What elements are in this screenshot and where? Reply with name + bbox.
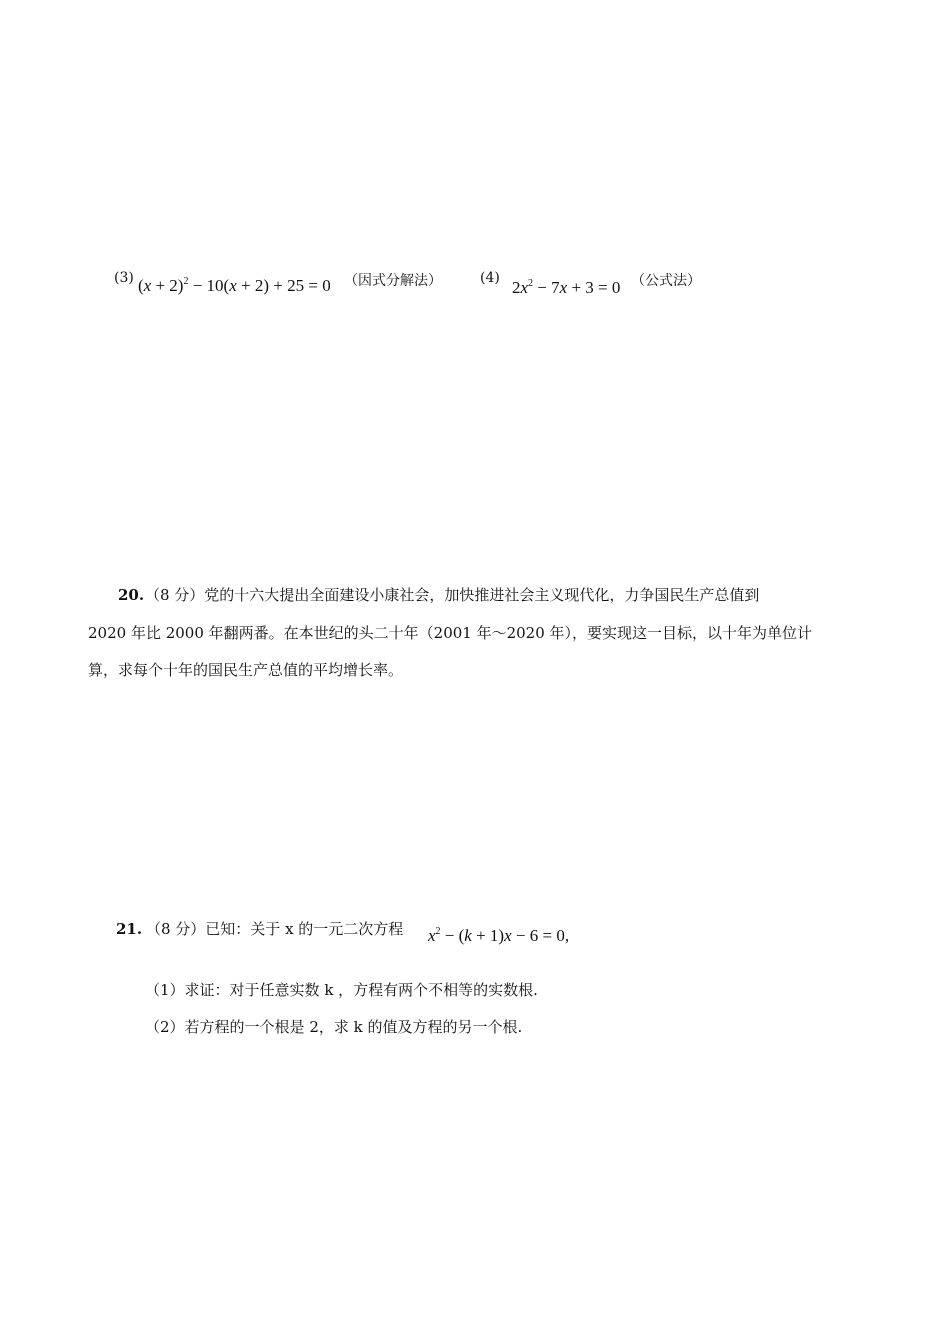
item-3-method: （因式分解法）	[344, 273, 442, 289]
question-20-line-2: 2020 年比 2000 年翻两番。在本世纪的头二十年（2001 年～2020 年），要实现这一目标，以十年为单位计	[88, 624, 813, 642]
item-3-number: (3)	[114, 270, 134, 286]
item-4-equation: $2x^2 - 7x + 3 = 0$	[512, 278, 621, 297]
question-21-equation: $x^2 - (k + 1)x - 6 = 0$,	[428, 926, 570, 945]
item-4-number: (4)	[480, 270, 500, 286]
question-21-number: 21.	[116, 920, 143, 938]
question-20-line-1: （8 分）党的十六大提出全面建设小康社会，加快推进社会主义现代化，力争国民生产总值到	[145, 586, 760, 604]
question-21-intro: （8 分）已知：关于 x 的一元二次方程	[146, 920, 404, 938]
question-20-line-3: 算，求每个十年的国民生产总值的平均增长率。	[88, 661, 404, 679]
question-21-part-1: （1）求证：对于任意实数 k ，方程有两个不相等的实数根.	[145, 981, 538, 999]
item-3-equation: $(x + 2)^2 - 10(x + 2) + 25 = 0$	[138, 276, 331, 295]
question-20-number: 20.	[118, 586, 145, 604]
item-4-method: （公式法）	[631, 273, 701, 289]
question-21-part-2: （2）若方程的一个根是 2，求 k 的值及方程的另一个根.	[145, 1018, 523, 1036]
